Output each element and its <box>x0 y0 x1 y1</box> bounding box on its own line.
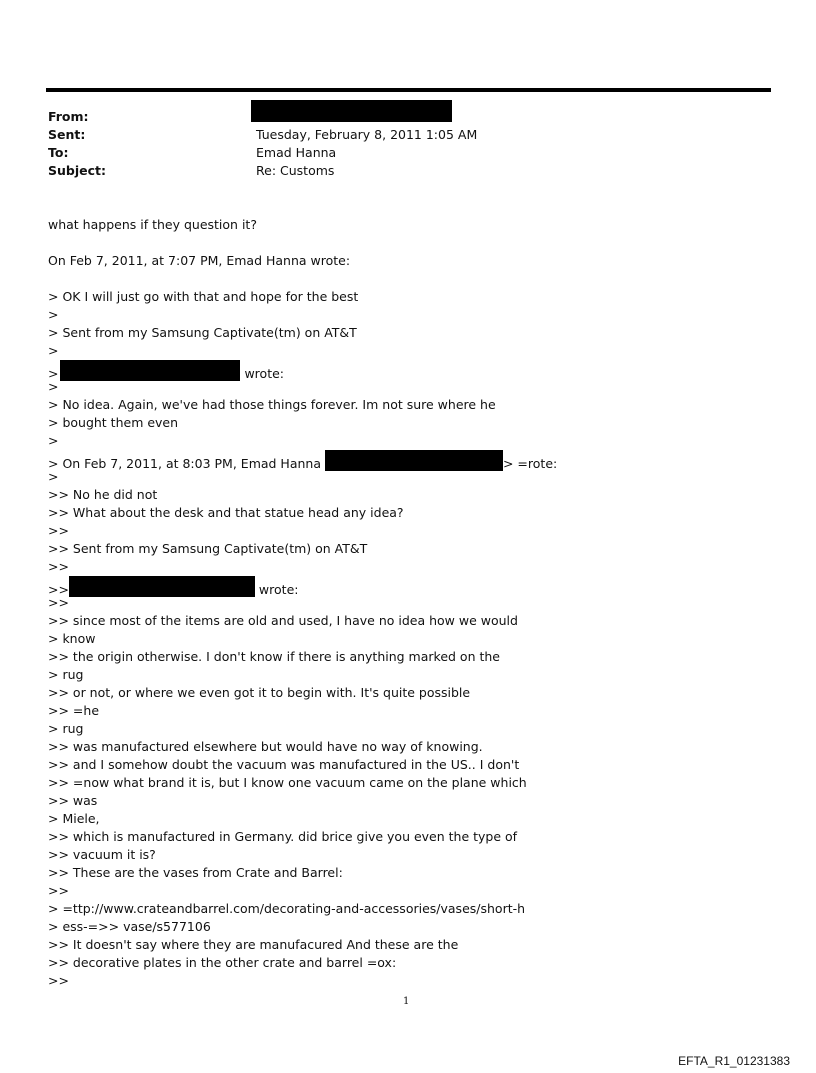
body-line <box>48 450 557 473</box>
header-rule <box>46 88 771 92</box>
body-line: > rug <box>48 667 84 682</box>
body-line: > <box>48 343 59 358</box>
body-line: >> =now what brand it is, but I know one vacuum came on the plane which <box>48 775 527 790</box>
wrote-text: wrote: <box>240 366 284 381</box>
body-line: >> the origin otherwise. I don't know if there is anything marked on the <box>48 649 500 664</box>
body-line: >> <box>48 883 69 898</box>
quote-marker: > <box>48 366 59 381</box>
to-value: Emad Hanna <box>256 145 337 160</box>
body-line: > know <box>48 631 96 646</box>
body-line: >> <box>48 595 69 610</box>
body-line: what happens if they question it? <box>48 217 257 232</box>
body-line: > <box>48 469 59 484</box>
body-line: >> Sent from my Samsung Captivate(tm) on AT&T <box>48 541 368 556</box>
body-line: >> <box>48 523 69 538</box>
body-line: > <box>48 307 59 322</box>
body-line: > ess-=>> vase/s577106 <box>48 919 211 934</box>
sender-redaction <box>69 576 255 597</box>
body-line: > <box>48 379 59 394</box>
body-line: >> and I somehow doubt the vacuum was manufactured in the US.. I don't <box>48 757 520 772</box>
wrote-text: wrote: <box>254 582 299 597</box>
body-line: > rug <box>48 721 84 736</box>
body-line: > <box>48 433 59 448</box>
body-line: >> decorative plates in the other crate and barrel =ox: <box>48 955 397 970</box>
body-line: > OK I will just go with that and hope for the best <box>48 289 359 304</box>
subject-value: Re: Customs <box>256 163 335 178</box>
body-line: On Feb 7, 2011, at 7:07 PM, Emad Hanna wrote: <box>48 253 351 268</box>
body-line: > Miele, <box>48 811 100 826</box>
body-line: >> since most of the items are old and used, I have no idea how we would <box>48 613 518 628</box>
body-line: >> was <box>48 793 98 808</box>
body-line: >> which is manufactured in Germany. did brice give you even the type of <box>48 829 518 844</box>
from-redaction <box>251 100 452 122</box>
body-line: > =ttp://www.crateandbarrel.com/decorating-and-accessories/vases/short-h <box>48 901 526 916</box>
rote-text: > =rote: <box>502 456 558 471</box>
subject-label: Subject: <box>48 163 106 178</box>
body-line: >> vacuum it is? <box>48 847 156 862</box>
body-line: >> or not, or where we even got it to begin with. It's quite possible <box>48 685 471 700</box>
body-line: > bought them even <box>48 415 179 430</box>
attribution-text: > On Feb 7, 2011, at 8:03 PM, Emad Hanna <box>48 456 325 471</box>
body-line: >> <box>48 973 69 988</box>
body-line: >> These are the vases from Crate and Barrel: <box>48 865 343 880</box>
body-line <box>48 360 284 383</box>
quote-marker: >> <box>48 582 69 597</box>
sent-label: Sent: <box>48 127 86 142</box>
email-redaction <box>325 450 503 471</box>
to-label: To: <box>48 145 69 160</box>
body-line: >> It doesn't say where they are manufacured And these are the <box>48 937 459 952</box>
body-line: >> What about the desk and that statue head any idea? <box>48 505 404 520</box>
body-line: >> =he <box>48 703 100 718</box>
body-line <box>48 576 298 599</box>
body-line: > No idea. Again, we've had those things forever. Im not sure where he <box>48 397 496 412</box>
document-id: EFTA_R1_01231383 <box>678 1054 790 1068</box>
body-line: >> was manufactured elsewhere but would have no way of knowing. <box>48 739 483 754</box>
sender-redaction <box>60 360 240 381</box>
page-number: 1 <box>403 996 410 1007</box>
body-line: > Sent from my Samsung Captivate(tm) on AT&T <box>48 325 357 340</box>
body-line: >> No he did not <box>48 487 158 502</box>
from-label: From: <box>48 109 89 124</box>
sent-value: Tuesday, February 8, 2011 1:05 AM <box>256 127 478 142</box>
body-line: >> <box>48 559 69 574</box>
